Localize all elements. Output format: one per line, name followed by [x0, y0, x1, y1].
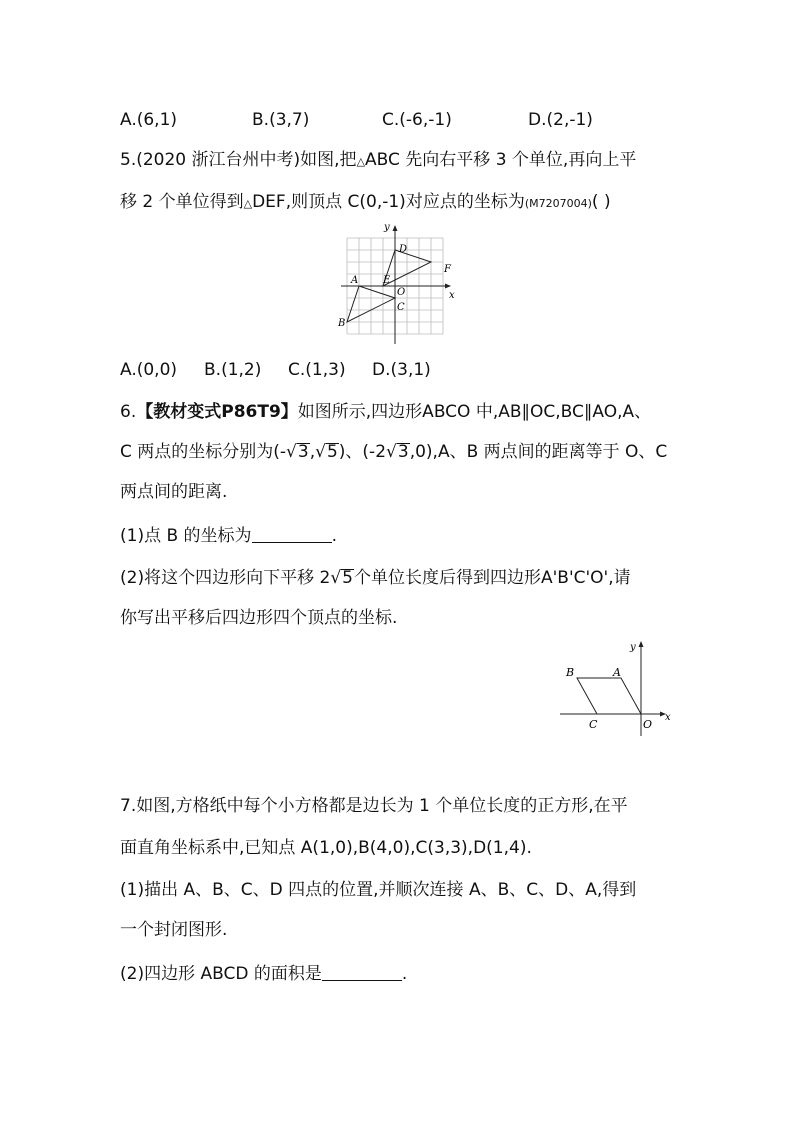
q5-line-2	[120, 190, 611, 216]
q5-text-1b: ABC 先向右平移 3 个单位,再向上平	[365, 150, 637, 170]
q6-text-2c: )、(-2	[338, 442, 387, 462]
q6-text-2b: ,	[309, 442, 316, 462]
sqrt-symbol: √	[386, 442, 397, 462]
q6-line-1	[120, 400, 651, 424]
q6-part-1	[120, 524, 337, 548]
q6-line-3: 两点间的距离.	[120, 482, 228, 502]
fig6-label-x: x	[665, 712, 671, 723]
sqrt-symbol: √	[330, 568, 342, 588]
q7-line-1: 7.如图,方格纸中每个小方格都是边长为 1 个单位长度的正方形,在平	[120, 796, 628, 816]
fig5-label-a: A	[351, 275, 359, 286]
q5-text-1a: 5.(2020 浙江台州中考)如图,把	[120, 150, 357, 170]
q5-option-b: B.(1,2)	[204, 360, 262, 380]
triangle-symbol: △	[356, 155, 366, 168]
radicand: 3	[397, 442, 409, 462]
q7-part-2-text: (2)四边形 ABCD 的面积是	[120, 964, 322, 984]
q6-text-1: 如图所示,四边形ABCO 中,AB∥OC,BC∥AO,A、	[297, 402, 652, 422]
fig5-label-c: C	[397, 302, 405, 313]
triangle-symbol: △	[243, 197, 253, 210]
q4-option-c: C.(-6,-1)	[382, 110, 452, 130]
q5-text-2a: 移 2 个单位得到	[120, 192, 244, 212]
fig5-label-f: F	[444, 264, 451, 275]
fig6-label-b: B	[566, 666, 575, 679]
q6-number: 6.	[120, 402, 137, 422]
q4-option-a: A.(6,1)	[120, 110, 178, 130]
q5-text-2b: DEF,则顶点 C(0,-1)对应点的坐标为	[252, 192, 525, 212]
q6-part-1-end: .	[331, 526, 337, 546]
q5-line-1	[120, 148, 636, 174]
radicand: 5	[342, 568, 353, 588]
sqrt-symbol: √	[315, 442, 326, 462]
question-code: (M7207004)	[524, 197, 592, 210]
q7-part-2-end: .	[401, 964, 408, 984]
radicand: 5	[326, 442, 338, 462]
sqrt-symbol: √	[286, 442, 297, 462]
y-axis-arrow	[639, 641, 644, 647]
q7-part-2	[120, 962, 407, 986]
fig5-label-x: x	[449, 290, 455, 301]
answer-blank[interactable]	[252, 524, 332, 543]
radicand: 3	[297, 442, 309, 462]
q5-option-a: A.(0,0)	[120, 360, 178, 380]
q6-text-2a: C 两点的坐标分别为(-	[120, 442, 287, 462]
parallelogram-abco	[577, 678, 641, 714]
q6-line-2	[120, 440, 667, 464]
answer-blank[interactable]	[322, 962, 402, 981]
fig5-label-d: D	[399, 244, 408, 255]
fig6-label-c: C	[589, 718, 598, 731]
q7-part-1-line-1: (1)描出 A、B、C、D 四点的位置,并顺次连接 A、B、C、D、A,得到	[120, 880, 637, 900]
q7-part-1-line-2: 一个封闭图形.	[120, 920, 228, 940]
fig6-label-o: O	[643, 718, 653, 731]
q6-part-2-line-2: 你写出平移后四边形四个顶点的坐标.	[120, 608, 398, 628]
q6-part-2b: 个单位长度后得到四边形A'B'C'O',请	[353, 568, 631, 588]
fig6-label-y: y	[630, 642, 636, 653]
q7-line-2: 面直角坐标系中,已知点 A(1,0),B(4,0),C(3,3),D(1,4).	[120, 838, 532, 858]
q5-grid-figure	[335, 218, 460, 348]
q6-part-1-text: (1)点 B 的坐标为	[120, 526, 252, 546]
q5-option-d: D.(3,1)	[372, 360, 431, 380]
fig5-label-b: B	[338, 318, 346, 329]
answer-paren: ( )	[591, 192, 611, 212]
y-axis-arrow	[393, 225, 398, 231]
q4-option-d: D.(2,-1)	[528, 110, 593, 130]
q6-parallelogram-figure	[555, 636, 685, 741]
q4-option-b: B.(3,7)	[252, 110, 310, 130]
x-axis-arrow	[445, 284, 451, 289]
q6-part-2	[120, 566, 631, 590]
fig5-label-y: y	[384, 222, 390, 233]
q6-text-2d: ,0),A、B 两点间的距离等于 O、C	[409, 442, 668, 462]
fig6-label-a: A	[613, 666, 621, 679]
q6-tag: 【教材变式P86T9】	[136, 402, 298, 422]
q5-option-c: C.(1,3)	[288, 360, 346, 380]
fig5-label-e: E	[383, 275, 391, 286]
q6-part-2a: (2)将这个四边形向下平移 2	[120, 568, 331, 588]
fig5-label-o: O	[397, 287, 406, 298]
